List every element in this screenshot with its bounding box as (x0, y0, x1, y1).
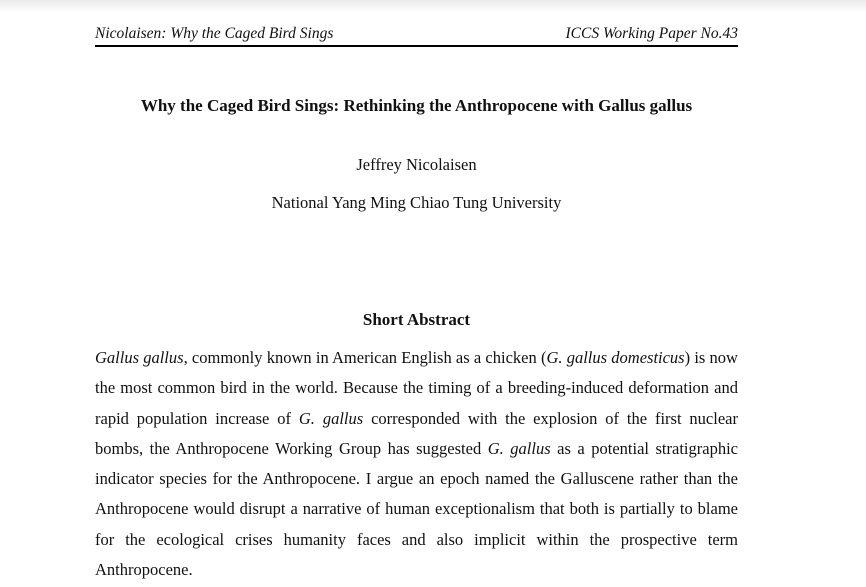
running-head-right: ICCS Working Paper No.43 (565, 25, 738, 42)
author-name: Jeffrey Nicolaisen (356, 155, 477, 174)
running-head-left: Nicolaisen: Why the Caged Bird Sings (95, 25, 334, 42)
header-rule (95, 45, 738, 47)
paper-title: Why the Caged Bird Sings: Rethinking the Anthropocene with Gallus gallus (140, 96, 693, 115)
running-head (95, 0, 738, 45)
affiliation: National Yang Ming Chiao Tung University (271, 193, 562, 212)
section-heading-short-abstract: Short Abstract (362, 310, 471, 329)
abstract-paragraph: Gallus gallus, commonly known in American English as a chicken (G. gallus domesticus) is now the most common bird in the world. Because the timing of a breeding-induced deformation and rapid population increase of G. gallus corresponded with the explosion of the first nuclear bombs, the Anthropocene Working Group has suggested G. gallus as a potential stratigraphic indicator species for the Anthropocene. I argue an epoch named the Galluscene rather than the Anthropocene would disrupt a narrative of human exceptionalism that both is partially to blame for the ecological crises humanity faces and also implicit within the prospective term Anthropocene. (95, 348, 738, 580)
page-content (95, 0, 738, 585)
